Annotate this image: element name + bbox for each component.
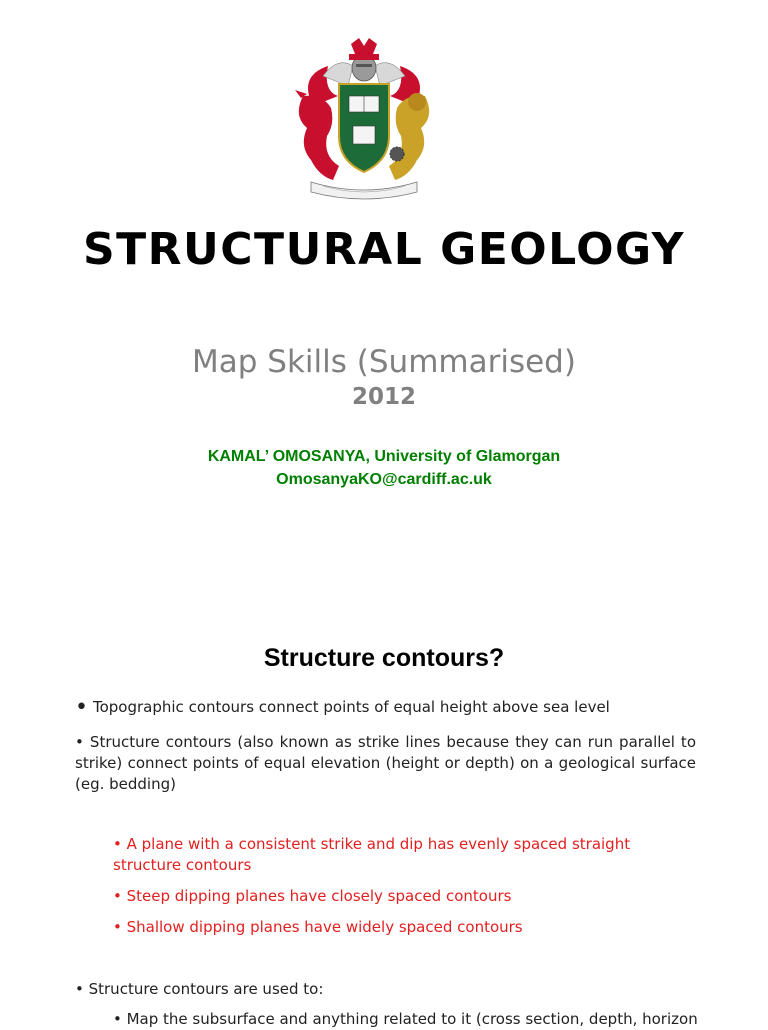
bullet-dot-icon: •: [75, 695, 88, 720]
author-email: OmosanyaKO@cardiff.ac.uk: [276, 471, 492, 488]
bullet-topographic: [75, 697, 696, 718]
author-line: KAMAL’ OMOSANYA, University of Glamorgan: [207, 448, 561, 465]
bullet-structure-contours: • Structure contours (also known as strike lines because they can run parallel to strike) connect points of equal elevation (height or depth) on a geological surface (eg. bedding): [75, 733, 696, 793]
section-heading: Structure contours?: [263, 644, 505, 672]
university-crest-logo: [293, 36, 435, 202]
red-point-steep-dipping: • Steep dipping planes have closely spaced contours: [113, 887, 512, 905]
bullet-text: Topographic contours connect points of equal height above sea level: [92, 698, 610, 716]
document-title: STRUCTURAL GEOLOGY: [82, 224, 686, 275]
author-block: [0, 445, 768, 491]
uses-sub-point: • Map the subsurface and anything related to it (cross section, depth, horizon: [113, 1010, 698, 1028]
red-point-shallow-dipping: • Shallow dipping planes have widely spaced contours: [113, 918, 523, 936]
red-point-consistent-plane: • A plane with a consistent strike and dip has evenly spaced straight structure contours: [113, 835, 631, 874]
document-year: 2012: [351, 384, 416, 410]
uses-intro: • Structure contours are used to:: [75, 980, 324, 998]
document-subtitle: Map Skills (Summarised): [192, 344, 576, 380]
